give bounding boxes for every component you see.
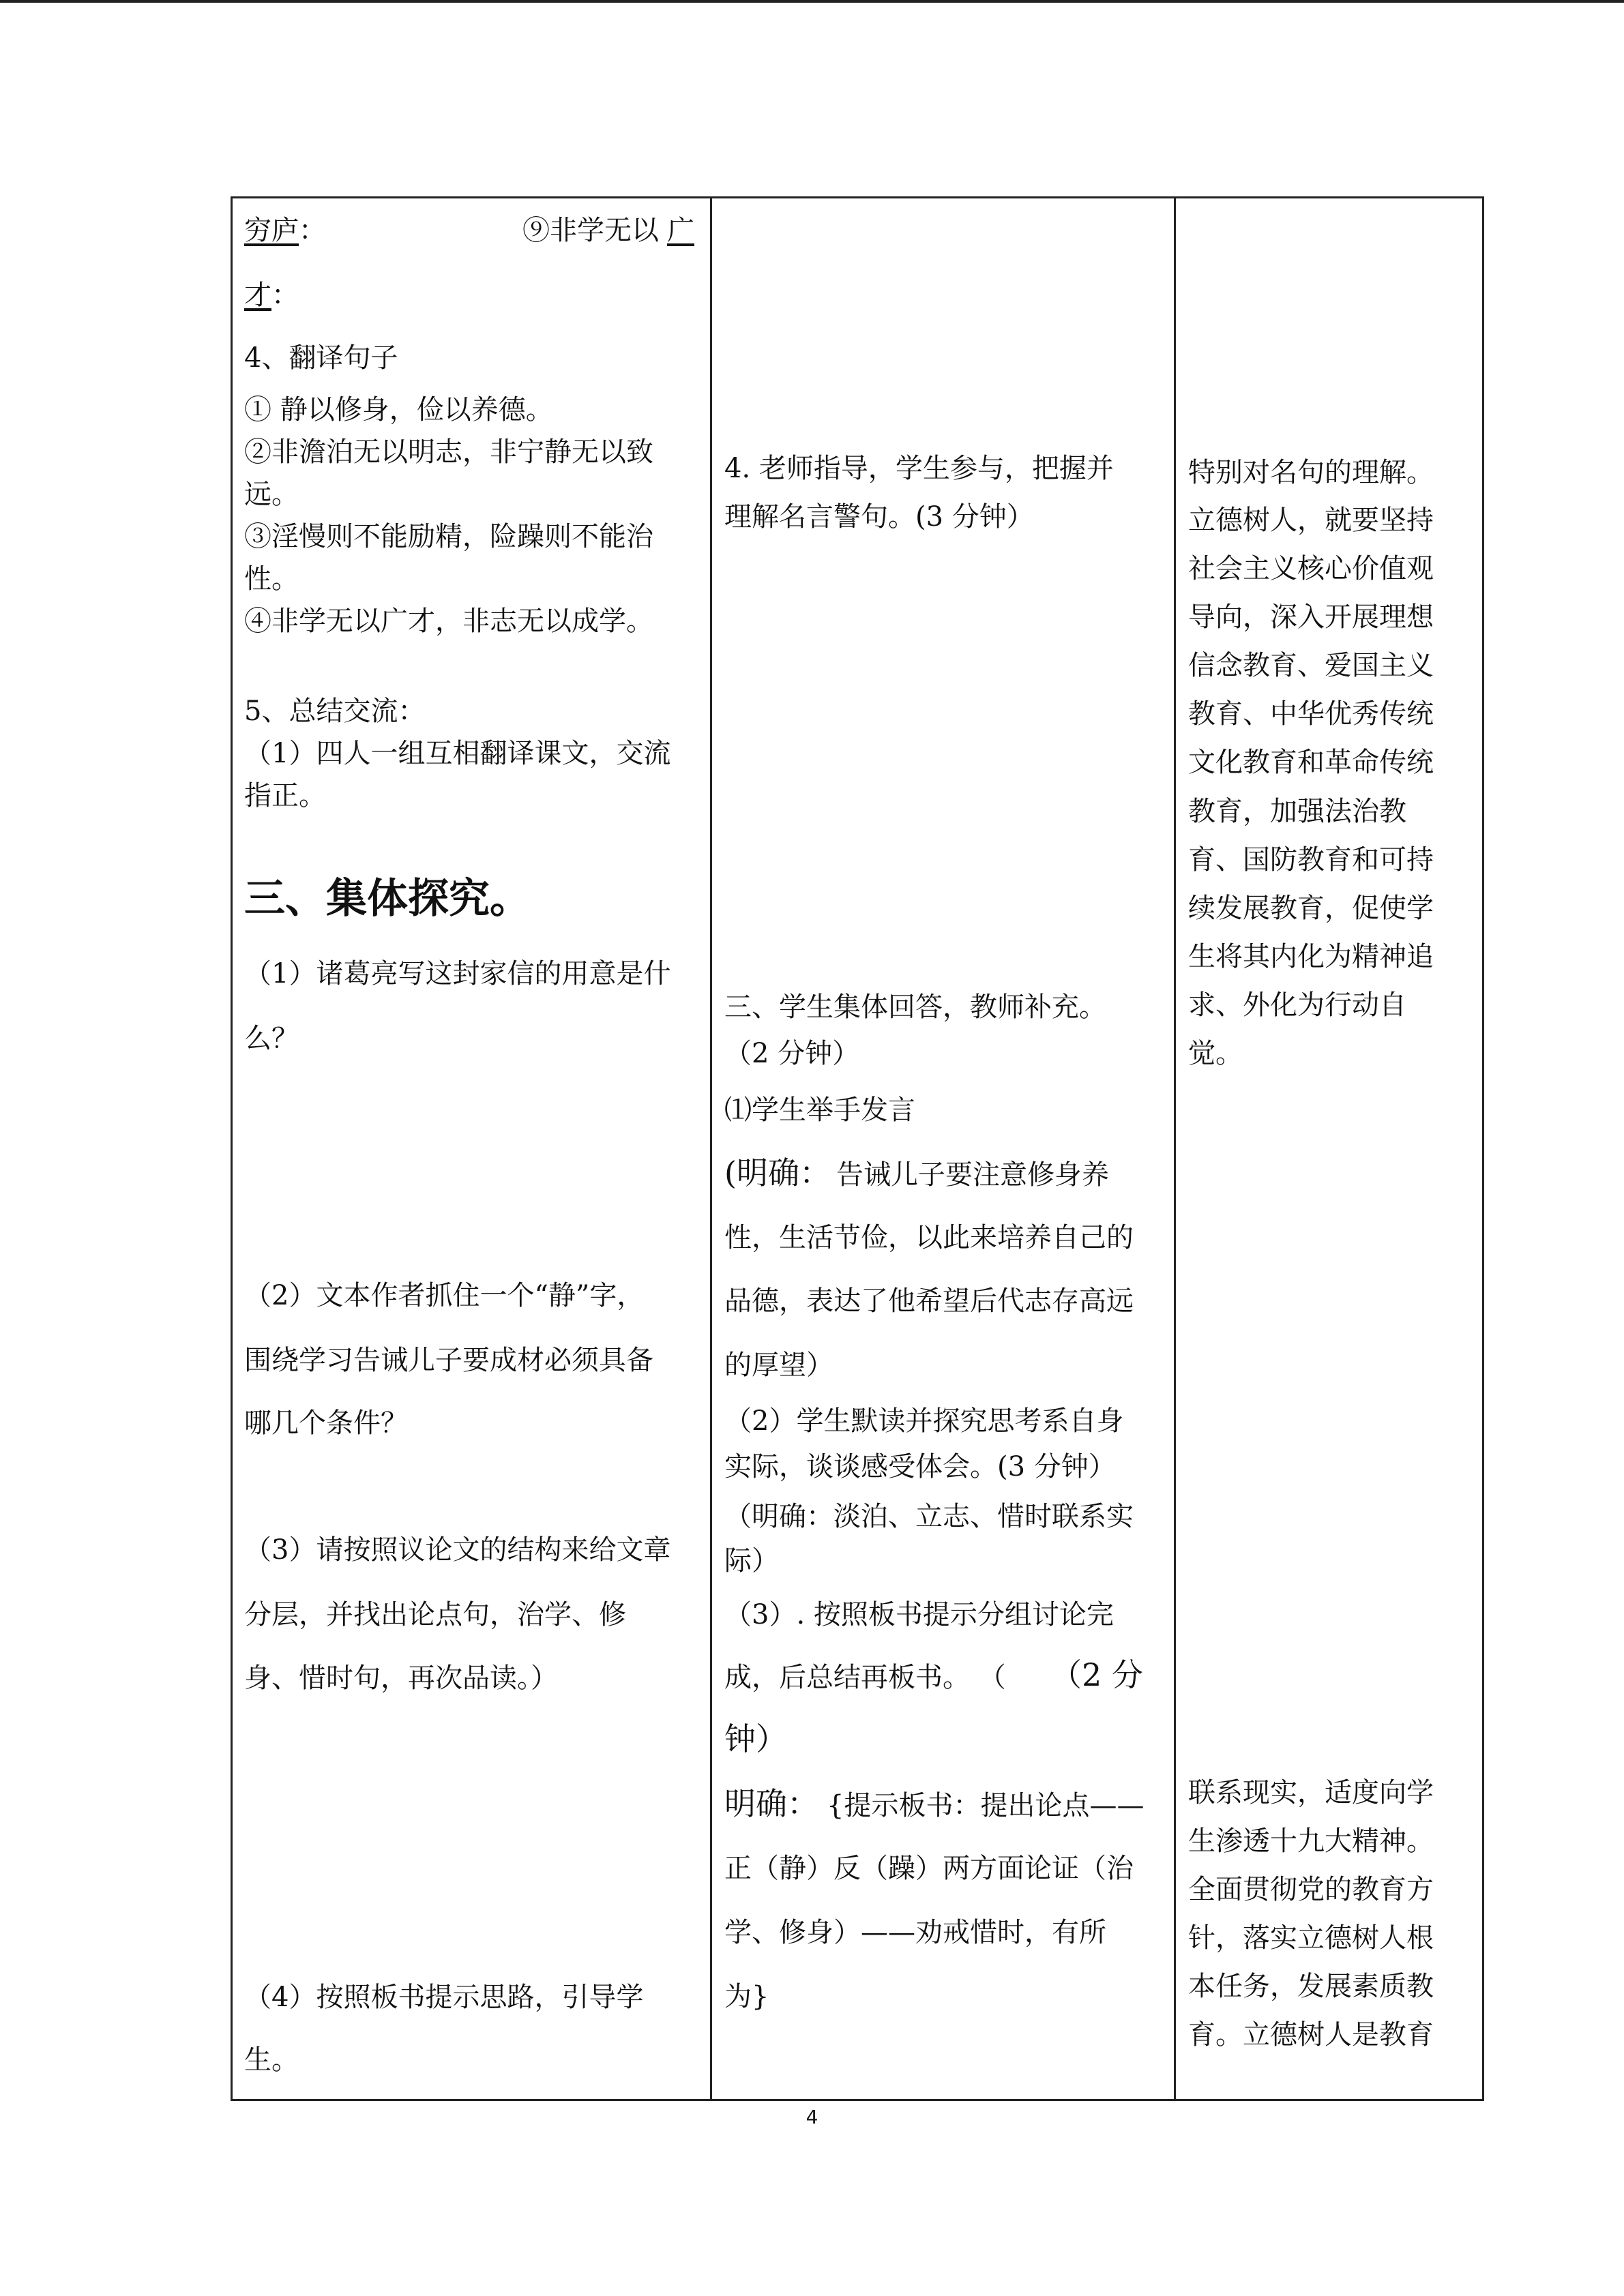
question-1a: （1）诸葛亮写这封家信的用意是什 [244, 958, 671, 989]
intent-line-3: 社会主义核心价值观 [1188, 553, 1434, 584]
answer-3f: 品德，表达了他希望后代志存高远 [724, 1285, 1134, 1317]
answer-4a: 4. 老师指导，学生参与，把握并 [724, 453, 1114, 484]
intent-line-10: 续发展教育，促使学 [1188, 893, 1434, 924]
answer-3g: 的厚望） [724, 1350, 833, 1381]
answer-3m-time: （2 分 [1050, 1656, 1143, 1693]
section-5-title: 5、总结交流： [244, 696, 426, 727]
answer-3q: 学、修身）——劝戒惜时，有所 [724, 1917, 1106, 1948]
question-3c: 身、惜时句，再次品读。） [244, 1663, 558, 1694]
intent-line-4: 导向，深入开展理想 [1188, 601, 1434, 633]
sentence-3a: ③淫慢则不能励精，险躁则不能治 [244, 521, 653, 552]
intent-line-2: 立德树人，就要坚持 [1188, 505, 1434, 536]
intent-line-6: 教育、中华优秀传统 [1188, 698, 1434, 730]
answer-3n: 钟） [724, 1720, 787, 1757]
question-2a: （2）文本作者抓住一个“静”字， [244, 1280, 645, 1311]
answer-3d: 告诫儿子要注意修身养 [836, 1159, 1109, 1191]
intent-line-13: 觉。 [1188, 1038, 1243, 1069]
intent2-line-3: 全面贯彻党的教育方 [1188, 1874, 1434, 1905]
question-1b: 么？ [244, 1023, 299, 1054]
vocab-term-cai: 才 [244, 280, 271, 311]
answer-3j: （明确：淡泊、立志、惜时联系实 [724, 1501, 1134, 1532]
intent-line-7: 文化教育和革命传统 [1188, 747, 1434, 778]
answer-3k: 际） [724, 1545, 779, 1577]
answer-3i: 实际，谈谈感受体会。(3 分钟） [724, 1451, 1116, 1482]
answer-3h: （2）学生默读并探究思考系自身 [724, 1405, 1124, 1437]
sentence-4: ④非学无以广才，非志无以成学。 [244, 606, 653, 637]
intent2-line-1: 联系现实，适度向学 [1188, 1777, 1434, 1808]
answer-4b: 理解名言警句。(3 分钟） [724, 501, 1034, 533]
sentence-3b: 性。 [244, 563, 299, 595]
intent-line-5: 信念教育、爱国主义 [1188, 650, 1434, 681]
vocab-colon-2: ： [271, 280, 299, 311]
intent-line-1: 特别对名句的理解。 [1188, 457, 1434, 488]
section-4-title: 4、翻译句子 [244, 342, 398, 374]
vocab-term-guang: 广 [667, 215, 694, 246]
answer-3o: {提示板书：提出论点—— [827, 1790, 1145, 1821]
intent-line-11: 生将其内化为精神追 [1188, 941, 1434, 972]
top-border-line [0, 0, 1624, 3]
question-4b: 生。 [244, 2044, 299, 2076]
section-3-heading: 三、集体探究。 [244, 875, 531, 923]
vocab-item-9: ⑨非学无以 [522, 215, 659, 246]
question-4a: （4）按照板书提示思路，引导学 [244, 1982, 644, 2013]
answer-3r: 为} [724, 1981, 769, 2012]
intent2-line-2: 生渗透十九大精神。 [1188, 1825, 1434, 1857]
answer-3e: 性，生活节俭，以此来培养自己的 [724, 1222, 1134, 1253]
section-5-item-1b: 指正。 [244, 780, 326, 811]
sentence-1: ① 静以修身，俭以养德。 [244, 394, 553, 426]
vocab-term-qionglu: 穷庐 [244, 215, 299, 246]
section-5-item-1a: （1）四人一组互相翻译课文，交流 [244, 738, 671, 769]
sentence-2a: ②非澹泊无以明志，非宁静无以致 [244, 436, 653, 468]
column-divider-2 [1174, 198, 1176, 2099]
answer-3m: 成，后总结再板书。 （ [724, 1662, 1006, 1693]
sentence-2b: 远。 [244, 479, 299, 510]
intent2-line-6: 育。立德树人是教育 [1188, 2019, 1434, 2051]
answer-3b: （2 分钟） [724, 1038, 860, 1069]
question-3a: （3）请按照议论文的结构来给文章 [244, 1534, 671, 1566]
question-3b: 分层，并找出论点句，治学、修 [244, 1599, 626, 1630]
question-2c: 哪几个条件？ [244, 1407, 408, 1439]
vocab-colon: ： [299, 215, 326, 246]
intent-line-12: 求、外化为行动自 [1188, 989, 1406, 1021]
column-divider-1 [710, 198, 712, 2099]
answer-3o-label: 明确： [724, 1785, 818, 1822]
intent-line-8: 教育，加强法治教 [1188, 796, 1406, 827]
answer-3c: ⑴学生举手发言 [724, 1094, 915, 1126]
question-2b: 围绕学习告诫儿子要成材必须具备 [244, 1345, 653, 1376]
intent2-line-5: 本任务，发展素质教 [1188, 1971, 1434, 2002]
answer-3d-label: (明确： [724, 1154, 831, 1191]
answer-3a: 三、学生集体回答，教师补充。 [724, 992, 1106, 1023]
answer-3l: （3）. 按照板书提示分组讨论完 [724, 1599, 1114, 1630]
answer-3p: 正（静）反（躁）两方面论证（治 [724, 1853, 1134, 1884]
intent-line-9: 育、国防教育和可持 [1188, 844, 1434, 876]
intent2-line-4: 针，落实立德树人根 [1188, 1922, 1434, 1954]
page-number: 4 [806, 2106, 818, 2128]
